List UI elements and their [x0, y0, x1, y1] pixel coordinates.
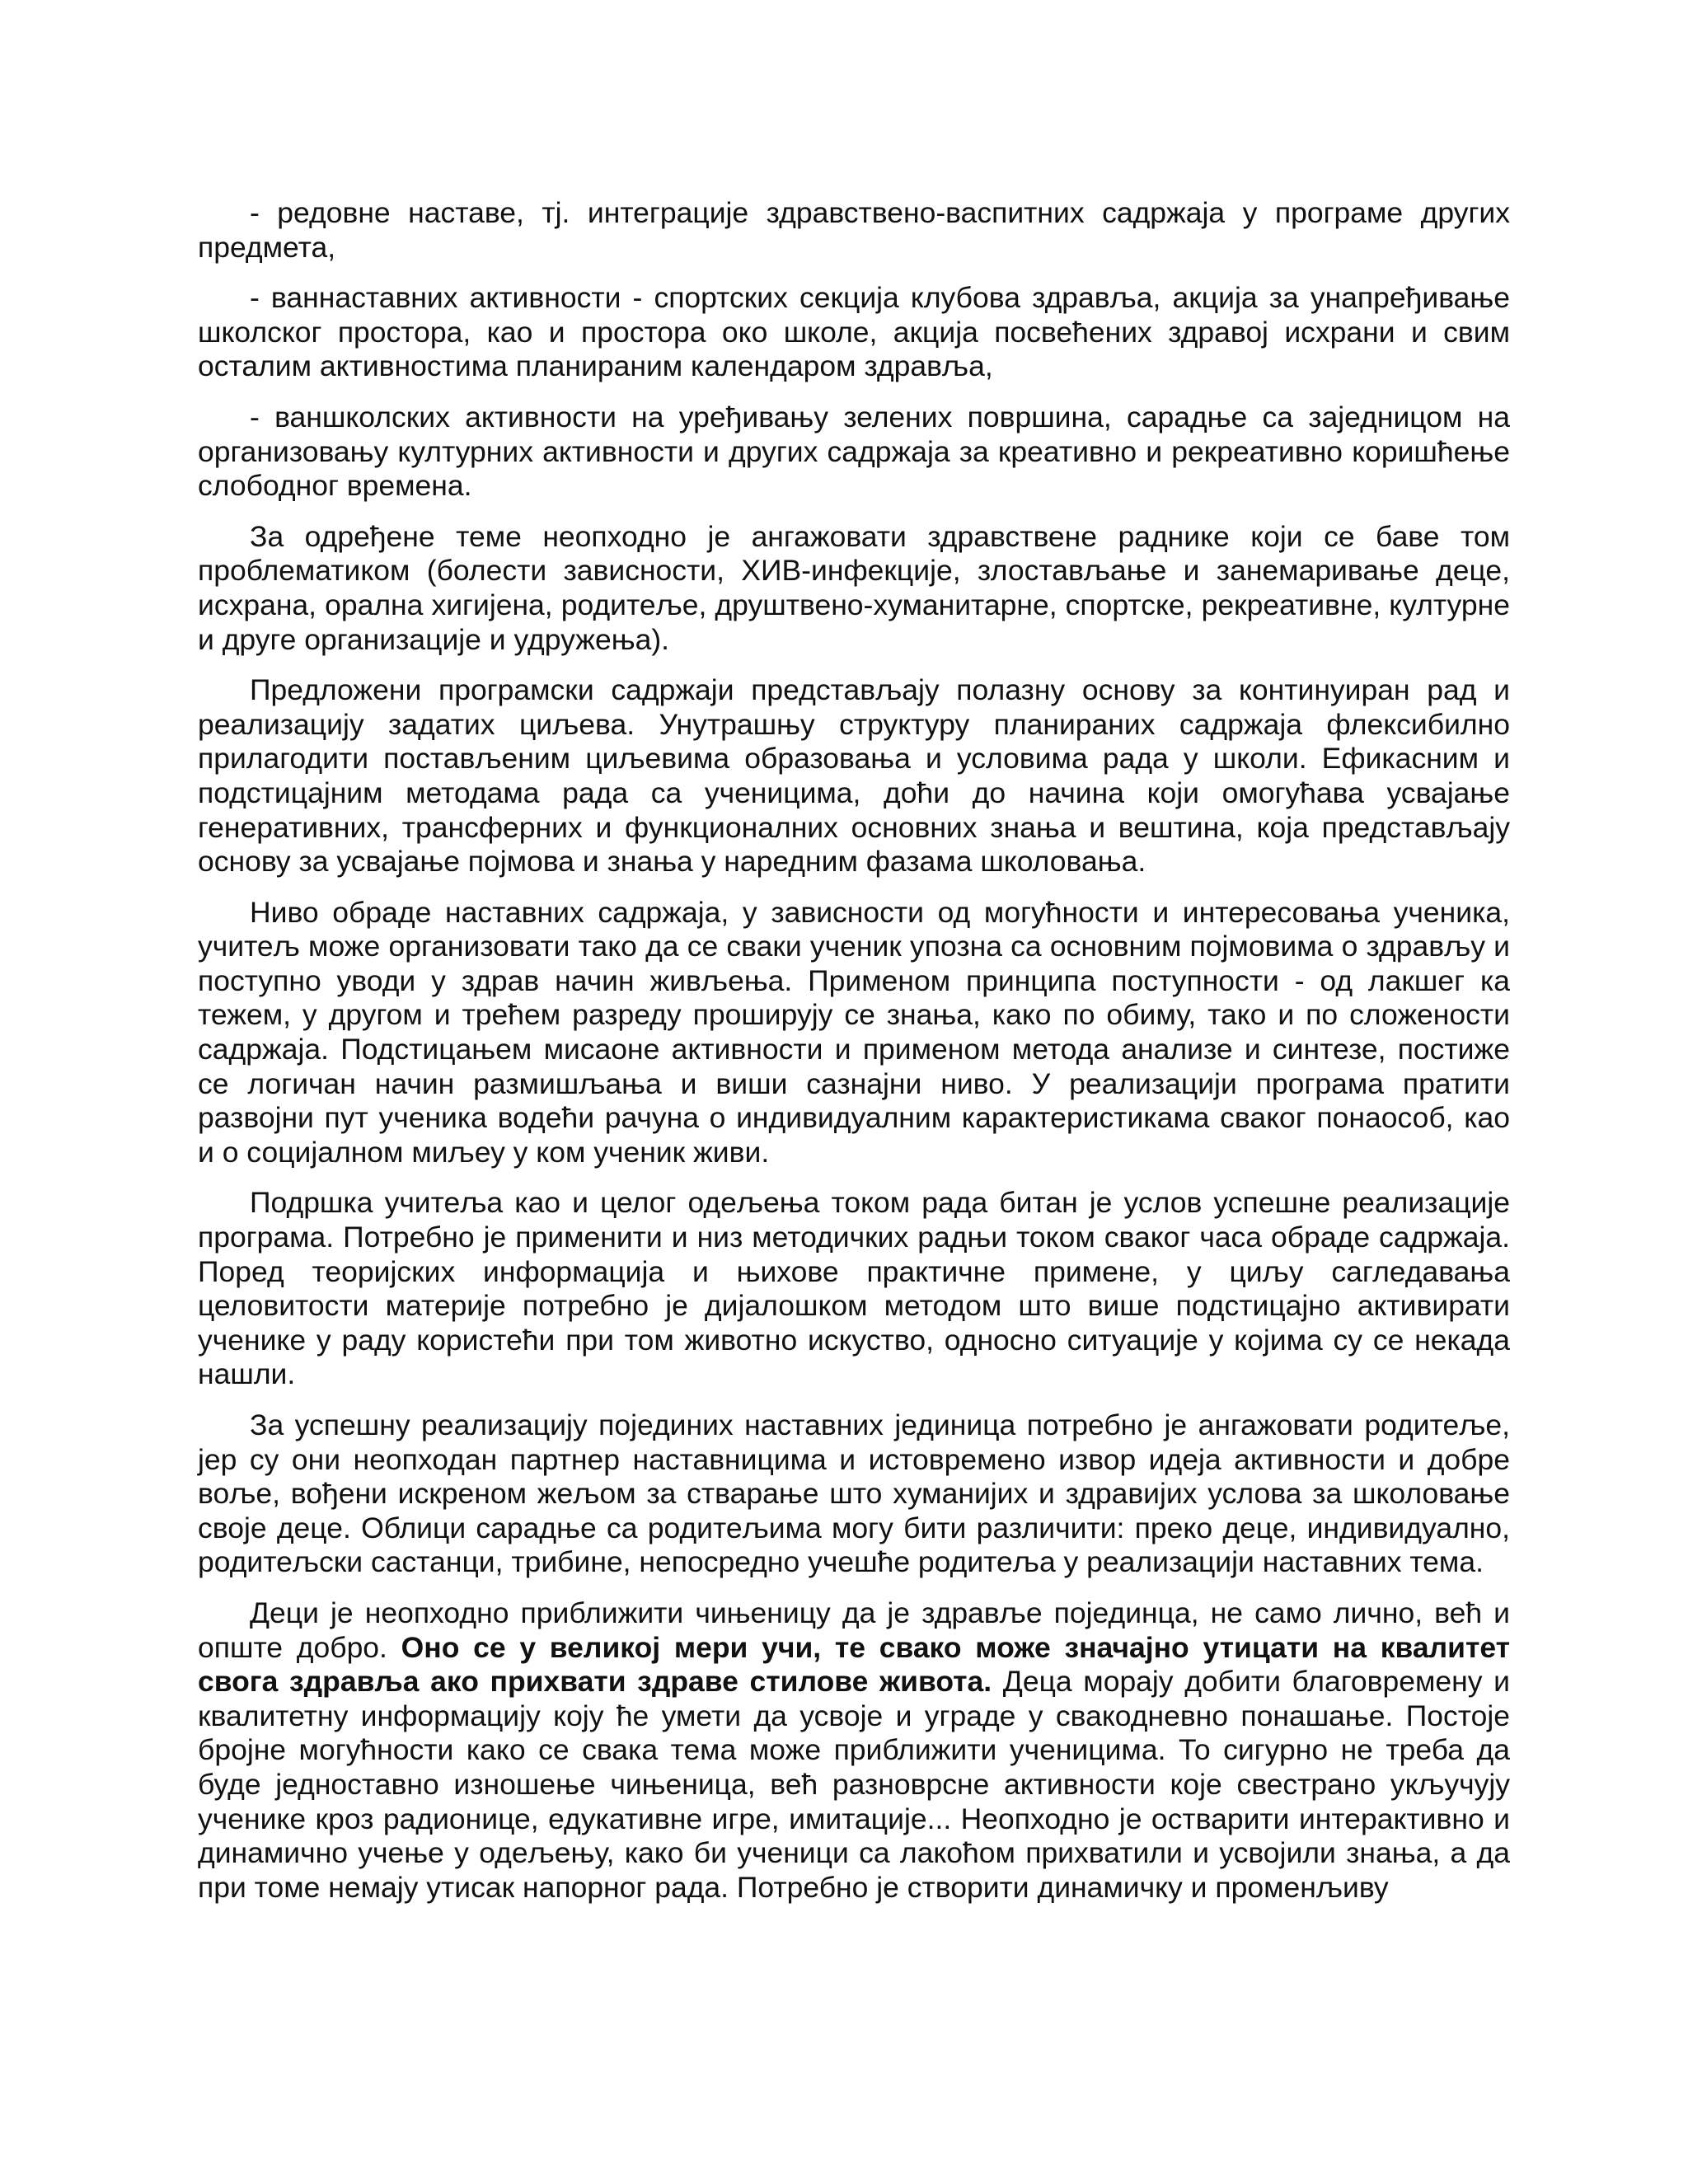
- document-page: [198, 196, 1510, 1921]
- paragraph-text-after-bold: Деца морају добити благовремену и квалитетну информацију коју ће умети да усвоје и уграде у свакодневно понашање. Постоје бројне могућности како се свака тема може приближити ученицима. То сигурно не треба да буде једноставно изношење чињеница, већ разноврсне активности које свестрано укључују ученике кроз радионице, едукативне игре, имитације... Неопходно је остварити интерактивно и динамично учење у одељењу, како би ученици са лакоћом прихватили и усвојили знања, а да при томе немају утисак напорног рада. Потребно је створити динамичку и променљиву: [198, 1665, 1510, 1904]
- paragraph-parents: За успешну реализацију појединих наставних јединица потребно је ангажовати родитеље, јер су они неопходан партнер наставницима и истовремено извор идеја активности и добре воље, вођени искреном жељом за стварање што хуманијих и здравијих услова за школовање своје деце. Облици сарадње са родитељима могу бити различити: преко деце, индивидуално, родитељски састанци, трибине, непосредно учешће родитеља у реализацији наставних тема.: [198, 1408, 1510, 1579]
- paragraph-text-before-bold: Деци је неопходно приближити чињеницу да је здравље појединца, не само лично, већ и опште добро.: [198, 1596, 1510, 1664]
- bold-emphasis-text: Оно се у великој мери учи, те свако може значајно утицати на квалитет свога здравља ако прихвати здраве стилове живота.: [198, 1630, 1510, 1699]
- paragraph-extracurricular: - ваннаставних активности - спортских секција клубова здравља, акција за унапређивање школског простора, као и простора око школе, акција посвећених здравој исхрани и свим осталим активностима планираним календаром здравља,: [198, 281, 1510, 383]
- paragraph-processing-level: Ниво обраде наставних садржаја, у зависности од могућности и интересовања ученика, учитељ може организовати тако да се сваки ученик упозна са основним појмовима о здрављу и поступно уводи у здрав начин живљења. Применом принципа поступности - од лакшег ка тежем, у другом и трећем разреду проширују се знања, како по обиму, тако и по сложености садржаја. Подстицањем мисаоне активности и применом метода анализе и синтезе, постиже се логичан начин размишљања и виши сазнајни ниво. У реализацији програма пратити развојни пут ученика водећи рачуна о индивидуалним карактеристикама сваког понаособ, као и о социјалном миљеу у ком ученик живи.: [198, 895, 1510, 1169]
- paragraph-health-workers: За одређене теме неопходно је ангажовати здравствене раднике који се баве том проблематиком (болести зависности, ХИВ-инфекције, злостављање и занемаривање деце, исхрана, орална хигијена, родитеље, друштвено-хуманитарне, спортске, рекреативне, културне и друге организације и удружења).: [198, 519, 1510, 656]
- paragraph-health-lifestyle: [198, 1596, 1510, 1905]
- paragraph-program-content: Предложени програмски садржаји представљају полазну основу за континуиран рад и реализацију задатих циљева. Унутрашњу структуру планираних садржаја флексибилно прилагодити постављеним циљевима образовања и условима рада у школи. Ефикасним и подстицајним методама рада са ученицима, доћи до начина који омогућава усвајање генеративних, трансферних и функционалних основних знања и вештина, која представљају основу за усвајање појмова и знања у наредним фазама школовања.: [198, 673, 1510, 879]
- paragraph-regular-classes: - редовне наставе, тј. интеграције здравствено-васпитних садржаја у програме других предмета,: [198, 196, 1510, 264]
- paragraph-out-of-school: - ваншколских активности на уређивању зелених површина, сарадње са заједницом на организовању културних активности и других садржаја за креативно и рекреативно коришћење слободног времена.: [198, 400, 1510, 503]
- paragraph-teacher-support: Подршка учитеља као и целог одељења током рада битан је услов успешне реализације програма. Потребно је применити и низ методичких радњи током сваког часа обраде садржаја. Поред теоријских информација и њихове практичне примене, у циљу сагледавања целовитости материје потребно је дијалошком методом што више подстицајно активирати ученике у раду користећи при том животно искуство, односно ситуације у којима су се некада нашли.: [198, 1186, 1510, 1391]
